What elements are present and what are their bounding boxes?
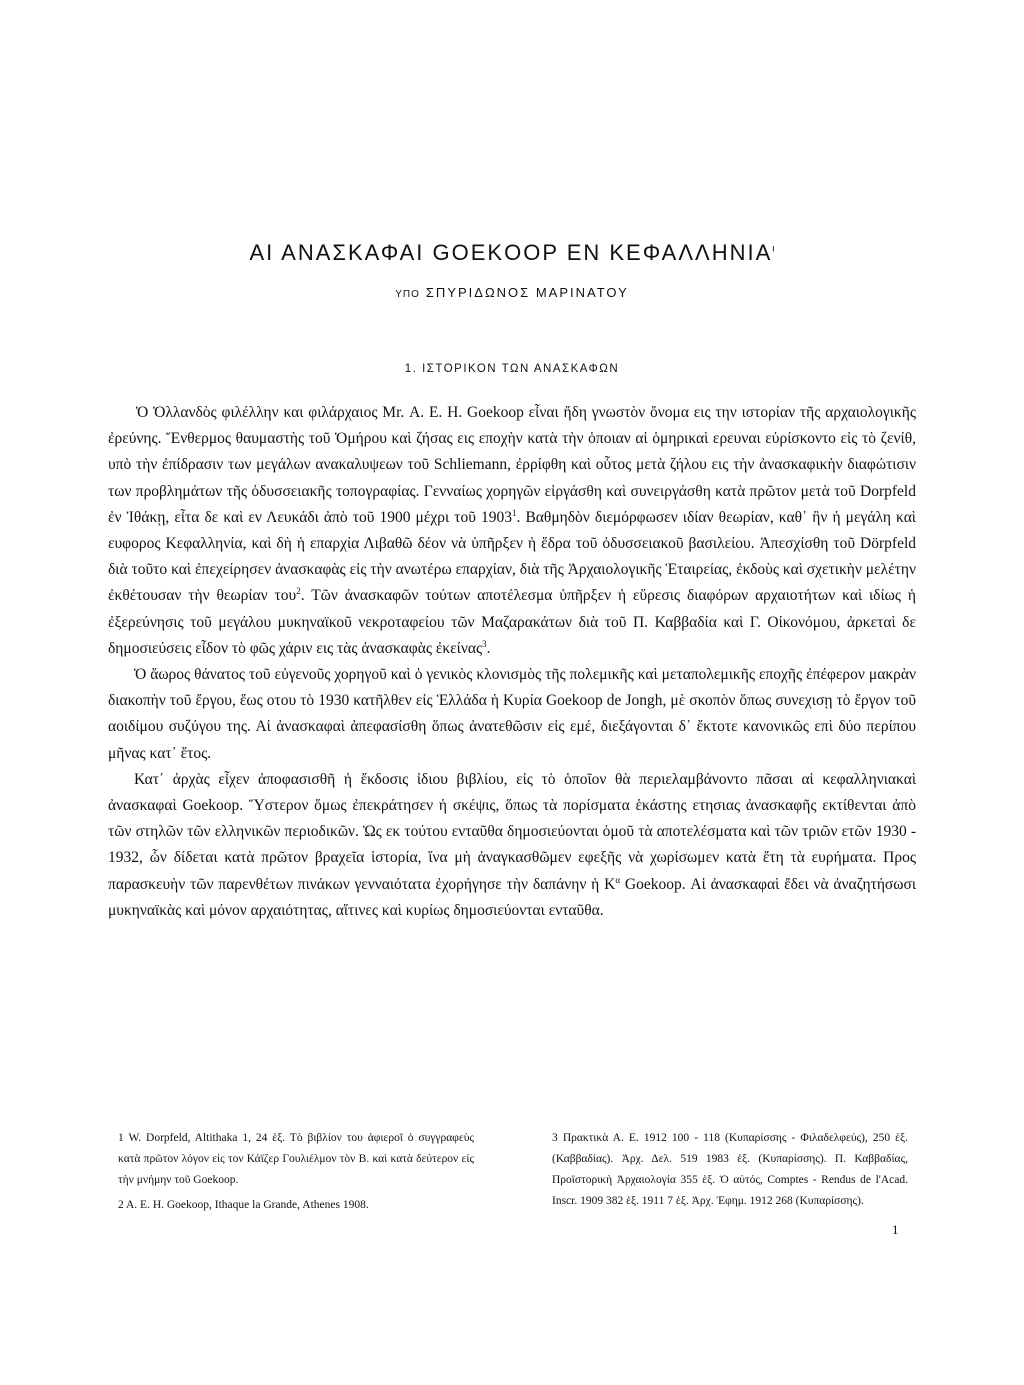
author-line bbox=[0, 285, 1024, 300]
footnote-ref-3: 3 bbox=[482, 638, 487, 649]
article-title bbox=[0, 240, 1024, 266]
footnotes-right-column bbox=[552, 1128, 908, 1216]
footnotes bbox=[118, 1128, 908, 1216]
paragraph-3-text-a: Κατ᾿ ἀρχὰς εἶχεν ἀποφασισθῆ ἡ ἔκδοσις ἰδιου βιβλίου, εἰς τὸ ὁποῖον θὰ περιελαμβάνοντο πᾶσαι αἱ κεφαλληνιακαὶ ἀνασκαφαὶ Goekoop. Ὕστερον ὅμως ἐπεκράτησεν ἡ σκέψις, ὅπως τὰ πορίσματα ἑκάστης ετησιας ἀνασκαφῆς εκτίθενται ἀπὸ τῶν στηλῶν τῶν ελληνικῶν περιοδικῶν. Ὡς εκ τούτου ενταῦθα δημοσιεύονται ὁμοῦ τὰ αποτελέσματα καὶ τῶν τριῶν ετῶν 1930 - 1932, ὧν δίδεται κατὰ πρῶτον βραχεῖα ἱστορία, ἵνα μὴ ἀναγκασθῶμεν εφεξῆς νὰ χωρίσωμεν κατὰ ἔτη τὰ ευρήματα. Προς παρασκευὴν τῶν παρενθέτων πινάκων γενναιότατα ἐχορήγησε τὴν δαπάνην ἡ Κ bbox=[108, 770, 916, 893]
paragraph-1-text-b: . Βαθμηδὸν διεμόρφωσεν ιδίαν θεωρίαν, καθ᾿ ἣν ἡ μεγάλη καὶ ευφορος Κεφαλληνία, καὶ δὴ ἡ επαρχία Λιβαθῶ δέον νὰ ὑπῆρξεν ἡ ἕδρα τοῦ ὀδυσσειακοῦ βασιλείου. Ἀπεσχίσθη τοῦ Dörpfeld διὰ τοῦτο καὶ ἐπεχείρησεν ἀνασκαφὰς εἰς τὴν ανωτέρω επαρχίαν, διὰ τῆς Ἀρχαιολογικῆς Ἑταιρείας, ἐκδοὺς καὶ σχετικὴν μελέτην ἐκθέτουσαν τὴν θεωρίαν του bbox=[108, 508, 916, 605]
author-prefix: ΥΠΟ bbox=[395, 289, 420, 300]
paragraph-1 bbox=[108, 400, 916, 662]
body-text bbox=[108, 400, 916, 924]
section-heading: 1. ΙΣΤΟΡΙΚΟΝ ΤΩΝ ΑΝΑΣΚΑΦΩΝ bbox=[404, 363, 620, 375]
footnote-3: 3 Πρακτικὰ Α. Ε. 1912 100 - 118 (Κυπαρίσσης - Φιλαδελφεύς), 250 ἑξ. (Καββαδίας). Ἀρχ. Δελ. 519 1983 ἑξ. (Κυπαρίσσης). Π. Καββαδίας, Προϊστορικὴ Ἀρχαιολογία 355 ἑξ. Ὁ αὐτός, Comptes - Rendus de l'Acad. Inscr. 1909 382 ἑξ. 1911 7 ἑξ. Ἀρχ. Ἐφημ. 1912 268 (Κυπαρίσσης). bbox=[552, 1132, 908, 1207]
paragraph-2: Ὁ ἄωρος θάνατος τοῦ εὐγενοῦς χορηγοῦ καὶ ὁ γενικὸς κλονισμὸς τῆς πολεμικῆς καὶ μεταπολεμικῆς εποχῆς ἐπέφερον μακρὰν διακοπὴν τοῦ ἔργου, ἕως οτου τὸ 1930 κατῆλθεν εἰς Ἑλλάδα ἡ Κυρία Goekoop de Jongh, μὲ σκοπὸν ὅπως συνεχισῃ τὸ ἔργον τοῦ αοιδίμου συζύγου της. Αἱ ἀνασκαφαὶ ἀπεφασίσθη ὅπως ἀνατεθῶσιν εἰς εμέ, διεξάγονται δ᾿ ἔκτοτε κανονικῶς επὶ δύο περίπου μῆνας κατ᾿ ἔτος. bbox=[108, 666, 916, 762]
page-number: 1 bbox=[892, 1222, 899, 1237]
paragraph-1-text-c: . Τῶν ἀνασκαφῶν τούτων αποτέλεσμα ὑπῆρξεν ἡ εὕρεσις διαφόρων αρχαιοτήτων καὶ ιδίως ἡ ἐξερεύνησις τοῦ μεγάλου μυκηναϊκοῦ νεκροταφείου τῶν Μαζαρακάτων διὰ τοῦ Π. Καββαδία καὶ Γ. Οἰκονόμου, ἀρκεταὶ δε δημοσιεύσεις εἶδον τὸ φῶς χάριν εις τὰς ἀνασκαφὰς ἐκείνας bbox=[108, 587, 916, 657]
author-name: ΣΠΥΡΙΔΩΝΟΣ ΜΑΡΙΝΑΤΟΥ bbox=[425, 285, 629, 300]
footnote-ref-1: 1 bbox=[511, 507, 517, 518]
paragraph-3-text-b: Goekoop. Αἱ ἀνασκαφαὶ ἔδει νὰ ἀναζητήσωσι μυκηναϊκὰς καὶ μόνον αρχαιότητας, αἵτινες καὶ κυρίως δημοσιεύονται ενταῦθα. bbox=[108, 875, 917, 919]
footnote-1: 1 W. Dorpfeld, Altithaka 1, 24 ἑξ. Τὸ βιβλίον του ἀφιεροῖ ὁ συγγραφεὺς κατὰ πρῶτον λόγον εἰς τον Κάϊζερ Γουλιέλμον τὸν Β. καὶ κατὰ δεύτερον εἰς τὴν μνήμην τοῦ Goekoop. bbox=[118, 1132, 474, 1186]
superscript-alpha: α bbox=[615, 874, 621, 885]
title-footnote-mark: ι bbox=[772, 243, 775, 255]
paragraph-3 bbox=[108, 767, 916, 924]
paragraph-1-text-a: Ὁ Ὁλλανδὸς φιλέλλην και φιλάρχαιος Mr. Α. Ε. Η. Goekoop εἶναι ἤδη γνωστὸν ὄνομα εις την ιστορίαν τῆς αρχαιολογικῆς ἐρεύνης. Ἔνθερμος θαυμαστὴς τοῦ Ὁμήρου καὶ ζήσας εις εποχὴν κατὰ τὴν ὁποιαν αἱ ὁμηρικαὶ ερευναι εὑρίσκοντο εἰς τὸ ζενίθ, υπὸ τὴν ἐπίδρασιν των μεγάλων ανακαλυψεων τοῦ Schliemann, ἐρρίφθη καὶ οὗτος μετὰ ζήλου εις τὴν ἀνασκαφικὴν διαφώτισιν των προβλημάτων τῆς ὀδυσσειακῆς τοπογραφίας. Γενναίως χορηγῶν εἰργάσθη καὶ συνειργάσθη κατὰ πρῶτον μετὰ τοῦ Dorpfeld ἐν Ἰθάκῃ, εἶτα δε καὶ εν Λευκάδι ἀπὸ τοῦ 1900 μέχρι τοῦ 1903 bbox=[108, 404, 916, 526]
footnote-ref-2: 2 bbox=[296, 586, 301, 597]
article-title-text: ΑΙ ΑΝΑΣΚΑΦΑΙ GOEKOOP ΕΝ ΚΕΦΑΛΛΗΝΙΑ bbox=[249, 240, 773, 265]
footnotes-left-column bbox=[118, 1128, 474, 1216]
footnote-2: 2 A. E. H. Goekoop, Ithaque la Grande, Athenes 1908. bbox=[118, 1199, 369, 1211]
paragraph-1-text-d: . bbox=[486, 639, 491, 657]
